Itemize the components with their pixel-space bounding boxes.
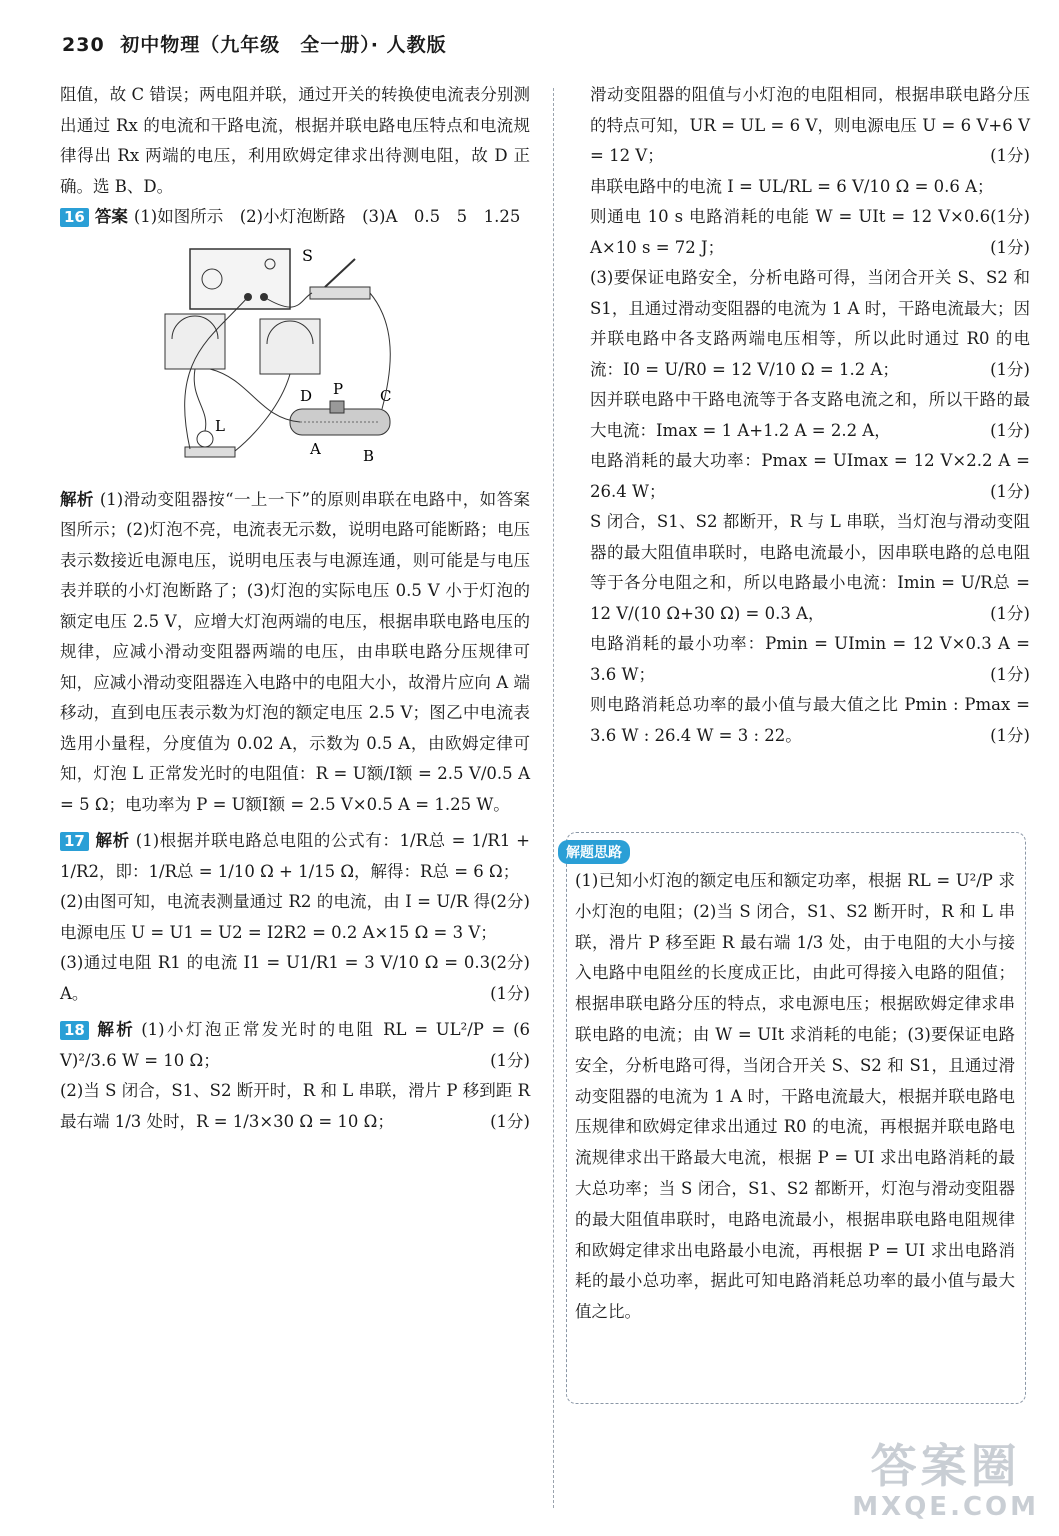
right-line-3 bbox=[590, 202, 1030, 263]
answer-label: 答案 bbox=[94, 207, 128, 226]
circuit-figure bbox=[150, 239, 410, 479]
q16-answer-text: (1)如图所示 (2)小灯泡断路 (3)A 0.5 5 1.25 bbox=[133, 207, 521, 226]
score: (2分) bbox=[490, 892, 530, 911]
q16-number: 16 bbox=[60, 208, 89, 227]
analysis-label: 解析 bbox=[94, 1020, 136, 1039]
q16-analysis bbox=[60, 485, 530, 821]
column-divider bbox=[553, 88, 554, 1508]
right-text: 则电路消耗总功率的最小值与最大值之比 Pmin : Pmax = 3.6 W : 26.4 W = 3 : 22。 bbox=[590, 695, 1030, 745]
label-s: S bbox=[302, 245, 313, 265]
right-text: 电路消耗的最小功率：Pmin = UImin = 12 V×0.3 A = 3.6 W； bbox=[590, 634, 1030, 684]
q18-part1 bbox=[60, 1015, 530, 1076]
score: (1分) bbox=[490, 1111, 530, 1131]
intro-paragraph: 阻值，故 C 错误；两电阻并联，通过开关的转换使电流表分别测出通过 Rx 的电流和干路电流，根据并联电路电压特点和电流规律得出 Rx 两端的电压，利用欧姆定律求出待测电阻，故 D 正确。选 B、D。 bbox=[60, 85, 530, 196]
right-text: 滑动变阻器的阻值与小灯泡的电阻相同，根据串联电路分压的特点可知，UR = UL = 6 V，则电源电压 U = 6 V+6 V = 12 V； bbox=[590, 85, 1030, 165]
analysis-label: 解析 bbox=[94, 831, 130, 850]
q18-part2-text: (2)当 S 闭合，S1、S2 断开时，R 和 L 串联，滑片 P 移到距 R 最右端 1/3 处时，R = 1/3×30 Ω = 10 Ω； bbox=[60, 1081, 530, 1131]
right-line-1 bbox=[590, 80, 1030, 172]
q17-number: 17 bbox=[60, 832, 89, 851]
score: (1分) bbox=[990, 146, 1030, 165]
right-line-7 bbox=[590, 507, 1030, 629]
solution-thinking-tag: 解题思路 bbox=[558, 840, 630, 864]
page-header bbox=[62, 30, 447, 57]
right-text: 串联电路中的电流 I = UL/RL = 6 V/10 Ω = 0.6 A； bbox=[590, 176, 994, 196]
label-c: C bbox=[380, 386, 392, 405]
q17-part2-text: (2)由图可知，电流表测量通过 R2 的电流，由 I = U/R 得电源电压 U = U1 = U2 = I2R2 = 0.2 A×15 Ω = 3 V； bbox=[60, 892, 497, 942]
q18-number: 18 bbox=[60, 1021, 89, 1040]
score: (1分) bbox=[490, 1050, 530, 1070]
left-column bbox=[60, 80, 530, 1137]
solution-thinking-text: (1)已知小灯泡的额定电压和额定功率，根据 RL = U²/P 求小灯泡的电阻；(2)当 S 闭合，S1、S2 断开时，R 和 L 串联，滑片 P 移至距 R 最右端 1/3 处，由于电阻的大小与接入电路中电阻丝的长度成正比，由此可得接入电路的阻值；根据串联电路分压的特点，求电源电压；根据欧姆定律求串联电路的电流；由 W = UIt 求消耗的电能；(3)要保证电路安全，分析电路可得，当闭合开关 S、S2 和 S1，且通过滑动变阻器的电流为 1 A 时，干路电流最大，根据并联电路电压规律和欧姆定律求出通过 R0 的电流，再根据并联电路电流规律求出干路最大电流，根据 P = UI 求出电路消耗的最大总功率；当 S 闭合，S1、S2 都断开，灯泡与滑动变阻器的最大阻值串联时，电路电流最小，根据串联电路电阻规律和欧姆定律求出电路最小电流，再根据 P = UI 求出电路消耗的最小总功率，据此可知电路消耗总功率的最小值与最大值之比。 bbox=[575, 871, 1015, 1322]
right-line-8 bbox=[590, 629, 1030, 690]
watermark-logo bbox=[852, 1440, 1039, 1522]
score: (1分) bbox=[990, 664, 1030, 684]
label-l: L bbox=[215, 416, 225, 435]
score: (1分) bbox=[990, 481, 1030, 501]
analysis-label: 解析 bbox=[60, 489, 94, 509]
q17-part3 bbox=[60, 948, 530, 1009]
right-line-2 bbox=[590, 172, 1030, 226]
right-line-5 bbox=[590, 385, 1030, 446]
watermark-url: MXQE.COM bbox=[852, 1492, 1039, 1522]
q16-answer bbox=[60, 202, 530, 233]
label-d: D bbox=[300, 386, 313, 405]
score: (2分) bbox=[490, 953, 530, 972]
q18-part2 bbox=[60, 1076, 530, 1137]
q17-part1-text: (1)根据并联电路总电阻的公式有：1/R总 = 1/R1 + 1/R2，即：1/R总 = 1/10 Ω + 1/15 Ω，解得：R总 = 6 Ω； bbox=[60, 831, 531, 881]
score: (1分) bbox=[990, 725, 1030, 745]
q16-analysis-text: (1)滑动变阻器按“一上一下”的原则串联在电路中，如答案图所示；(2)灯泡不亮，电流表无示数，说明电路可能断路；电压表示数接近电源电压，说明电压表与电源连通，则可能是与电压表并联的小灯泡断路了；(3)灯泡的实际电压 0.5 V 小于灯泡的额定电压 2.5 V，应增大灯泡两端的电压，根据串联电路电压的规律，应减小滑动变阻器两端的电压，由串联电路分压规律可知，应减小滑动变阻器连入电路中的电阻大小，故滑片应向 A 端移动，直到电压表示数为灯泡的额定电压 2.5 V；图乙中电流表选用小量程，分度值为 0.02 A，示数为 0.5 A，由欧姆定律可知，灯泡 L 正常发光时的电阻值：R = U额/I额 = 2.5 V/0.5 A = 5 Ω；电功率为 P = U额I额 = 2.5 V×0.5 A = 1.25 W。 bbox=[60, 489, 531, 814]
score: (1分) bbox=[990, 603, 1030, 623]
q18-part1-text: (1)小灯泡正常发光时的电阻 RL = UL²/P = (6 V)²/3.6 W = 10 Ω； bbox=[60, 1020, 531, 1070]
right-text: S 闭合，S1、S2 都断开，R 与 L 串联，当灯泡与滑动变阻器的最大阻值串联时，电路电流最小，因串联电路的总电阻等于各分电阻之和，所以电路最小电流：Imin = U/R总 = 12 V/(10 Ω+30 Ω) = 0.3 A， bbox=[590, 512, 1030, 623]
right-line-4 bbox=[590, 263, 1030, 385]
book-title: 初中物理（九年级 全一册）· 人教版 bbox=[120, 34, 447, 56]
page-number: 230 bbox=[62, 34, 105, 56]
right-line-9 bbox=[590, 690, 1030, 751]
score: (1分) bbox=[990, 207, 1030, 226]
right-text: (3)要保证电路安全，分析电路可得，当闭合开关 S、S2 和 S1，且通过滑动变阻器的电流为 1 A 时，干路电流最大；因并联电路中各支路两端电压相等，所以此时通过 R0 的电流：I0 = U/R0 = 12 V/10 Ω = 1.2 A； bbox=[590, 268, 1030, 379]
score: (1分) bbox=[490, 983, 530, 1003]
score: (1分) bbox=[990, 420, 1030, 440]
q17-part3-text: (3)通过电阻 R1 的电流 I1 = U1/R1 = 3 V/10 Ω = 0.3 A。 bbox=[60, 953, 491, 1003]
label-p: P bbox=[333, 379, 344, 398]
q17-part2 bbox=[60, 887, 530, 972]
q17-part1 bbox=[60, 826, 531, 911]
label-b: B bbox=[363, 446, 375, 465]
right-line-6 bbox=[590, 446, 1030, 507]
right-column bbox=[590, 80, 1030, 751]
score: (1分) bbox=[990, 359, 1030, 379]
score: (1分) bbox=[990, 237, 1030, 257]
watermark-text: 答案圈 bbox=[870, 1439, 1021, 1493]
right-text: 电路消耗的最大功率：Pmax = UImax = 12 V×2.2 A = 26.4 W； bbox=[590, 451, 1030, 501]
right-text: 因并联电路中干路电流等于各支路电流之和，所以干路的最大电流：Imax = 1 A+1.2 A = 2.2 A， bbox=[590, 390, 1030, 440]
label-a: A bbox=[310, 439, 321, 458]
right-text: 则通电 10 s 电路消耗的电能 W = UIt = 12 V×0.6 A×10 s = 72 J； bbox=[590, 207, 991, 257]
